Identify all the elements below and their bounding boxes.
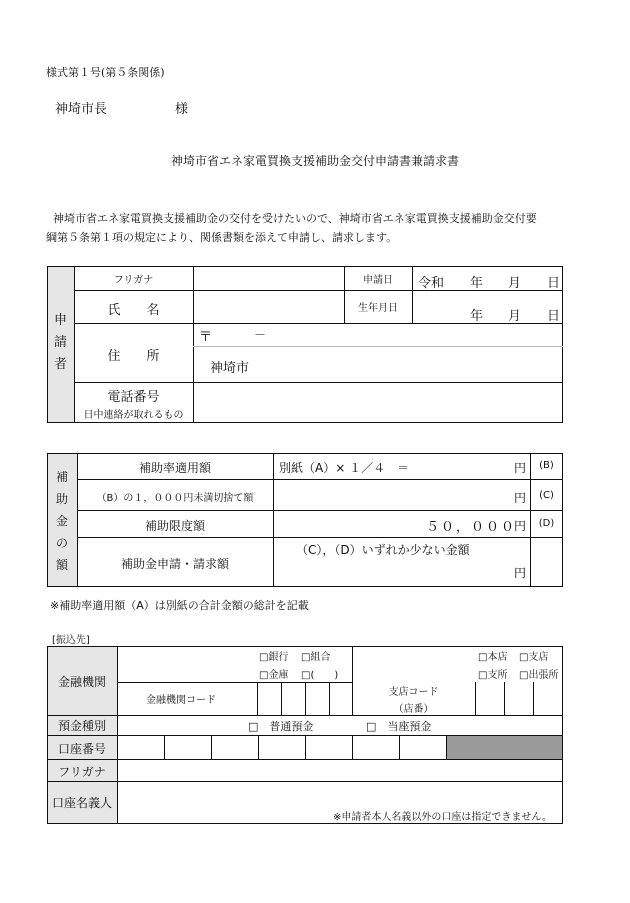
holder-input[interactable]: [118, 782, 562, 804]
name-label: 氏 名: [107, 303, 160, 318]
subsidy-side-char-3: 金: [55, 514, 68, 528]
branch-option-branch[interactable]: □支店: [519, 652, 549, 663]
page-title: 神埼市省エネ家電買換支援補助金交付申請書兼請求書: [170, 154, 459, 168]
branch-option-sub[interactable]: □支所: [478, 670, 508, 681]
subsidy-code-c: (C): [539, 490, 554, 501]
deposit-option-ordinary[interactable]: □ 普通預金: [248, 720, 314, 733]
bank-furigana-label: フリガナ: [58, 765, 106, 779]
bank-option-shinkin[interactable]: □金庫: [259, 670, 289, 681]
subsidy-formula: 別紙（A）× １／４ ＝: [279, 461, 410, 475]
branch-code-label: 支店コード: [388, 687, 439, 698]
subsidy-side-char-1: 補: [55, 470, 68, 484]
apply-date-year: 年: [470, 276, 484, 291]
subsidy-unit-3: 円: [514, 519, 527, 533]
subsidy-row-label-1: 補助率適用額: [138, 461, 211, 475]
subsidy-note: ※補助率適用額（A）は別紙の合計金額の総計を記載: [50, 599, 309, 612]
subsidy-request-note: （C），（D）いずれか少ない金額: [296, 543, 470, 557]
holder-label: 口座名義人: [51, 796, 112, 810]
branch-name-input[interactable]: [353, 647, 475, 681]
furigana-label: フリガナ: [113, 275, 154, 286]
account-number-label: 口座番号: [57, 742, 106, 756]
phone-note: 日中連絡が取れるもの: [83, 410, 184, 421]
institution-code-label: 金融機関コード: [146, 695, 216, 706]
subsidy-side-label: [47, 466, 77, 576]
form-number: 様式第１号(第５条関係): [46, 66, 165, 79]
deposit-type-label: 預金種別: [57, 719, 106, 733]
bank-name-input[interactable]: [118, 647, 256, 681]
intro-line-2: 綱第５条第１項の規定により、関係書類を添えて申請し、請求します。: [46, 231, 398, 244]
postal-dash: －: [254, 328, 267, 342]
applicant-side-char-2: 請: [53, 335, 67, 350]
birth-date-year: 年: [470, 309, 484, 324]
subsidy-row-label-3: 補助限度額: [144, 519, 205, 533]
subsidy-request-input[interactable]: [274, 557, 510, 586]
applicant-side-char-1: 申: [53, 313, 67, 328]
birth-date-day: 日: [547, 309, 561, 324]
postal-mark: 〒: [199, 330, 213, 345]
subsidy-c-input[interactable]: [274, 480, 510, 509]
subsidy-row-label-4: 補助金申請・請求額: [120, 557, 229, 571]
address-input[interactable]: [194, 324, 562, 381]
subsidy-side-char-2: 助: [55, 492, 68, 506]
apply-date-day: 日: [547, 276, 561, 291]
address-label: 住 所: [107, 349, 160, 364]
apply-date-month: 月: [508, 276, 522, 291]
address-city: 神埼市: [210, 361, 250, 376]
bank-option-bank[interactable]: □銀行: [259, 652, 289, 663]
intro-line-1: 神埼市省エネ家電買換支援補助金の交付を受けたいので、神埼市省エネ家電買換支援補助金交付要: [53, 212, 537, 225]
birth-date-month: 月: [508, 309, 522, 324]
applicant-side-label: [47, 310, 74, 376]
subsidy-limit-value: ５０，０００: [426, 520, 517, 535]
furigana-input[interactable]: [194, 267, 343, 289]
bank-section-label: [振込先]: [52, 635, 90, 646]
bank-option-union[interactable]: □組合: [301, 652, 331, 663]
subsidy-code-d: (D): [538, 518, 555, 529]
apply-date-label: 申請日: [363, 275, 393, 286]
branch-number-label: （店番）: [393, 704, 434, 715]
subsidy-side-char-5: 額: [55, 558, 68, 572]
holder-note: ※申請者本人名義以外の口座は指定できません。: [333, 812, 552, 823]
subsidy-side-char-4: の: [55, 536, 68, 550]
bank-option-other[interactable]: □( ): [301, 670, 339, 681]
deposit-option-current[interactable]: □ 当座預金: [366, 720, 432, 733]
apply-date-era: 令和: [418, 276, 445, 291]
phone-label: 電話番号: [107, 390, 160, 405]
institution-label: 金融機関: [57, 675, 106, 689]
applicant-side-char-3: 者: [53, 357, 67, 372]
branch-option-head[interactable]: □本店: [478, 652, 508, 663]
subsidy-unit-4: 円: [514, 566, 527, 580]
subsidy-row-label-2: （B）の１，０００円未満切捨て額: [96, 493, 254, 504]
subsidy-unit-2: 円: [514, 491, 527, 505]
addressee: 神埼市長: [55, 102, 108, 117]
account-number-disabled-cell: [447, 736, 562, 759]
addressee-honorific: 様: [175, 102, 189, 117]
birth-date-label: 生年月日: [358, 303, 398, 314]
bank-furigana-input[interactable]: [118, 760, 562, 780]
phone-input[interactable]: [194, 383, 562, 422]
subsidy-unit-1: 円: [514, 461, 527, 475]
subsidy-code-b: (B): [539, 460, 554, 471]
name-input[interactable]: [194, 291, 343, 322]
branch-option-office[interactable]: □出張所: [519, 670, 559, 681]
